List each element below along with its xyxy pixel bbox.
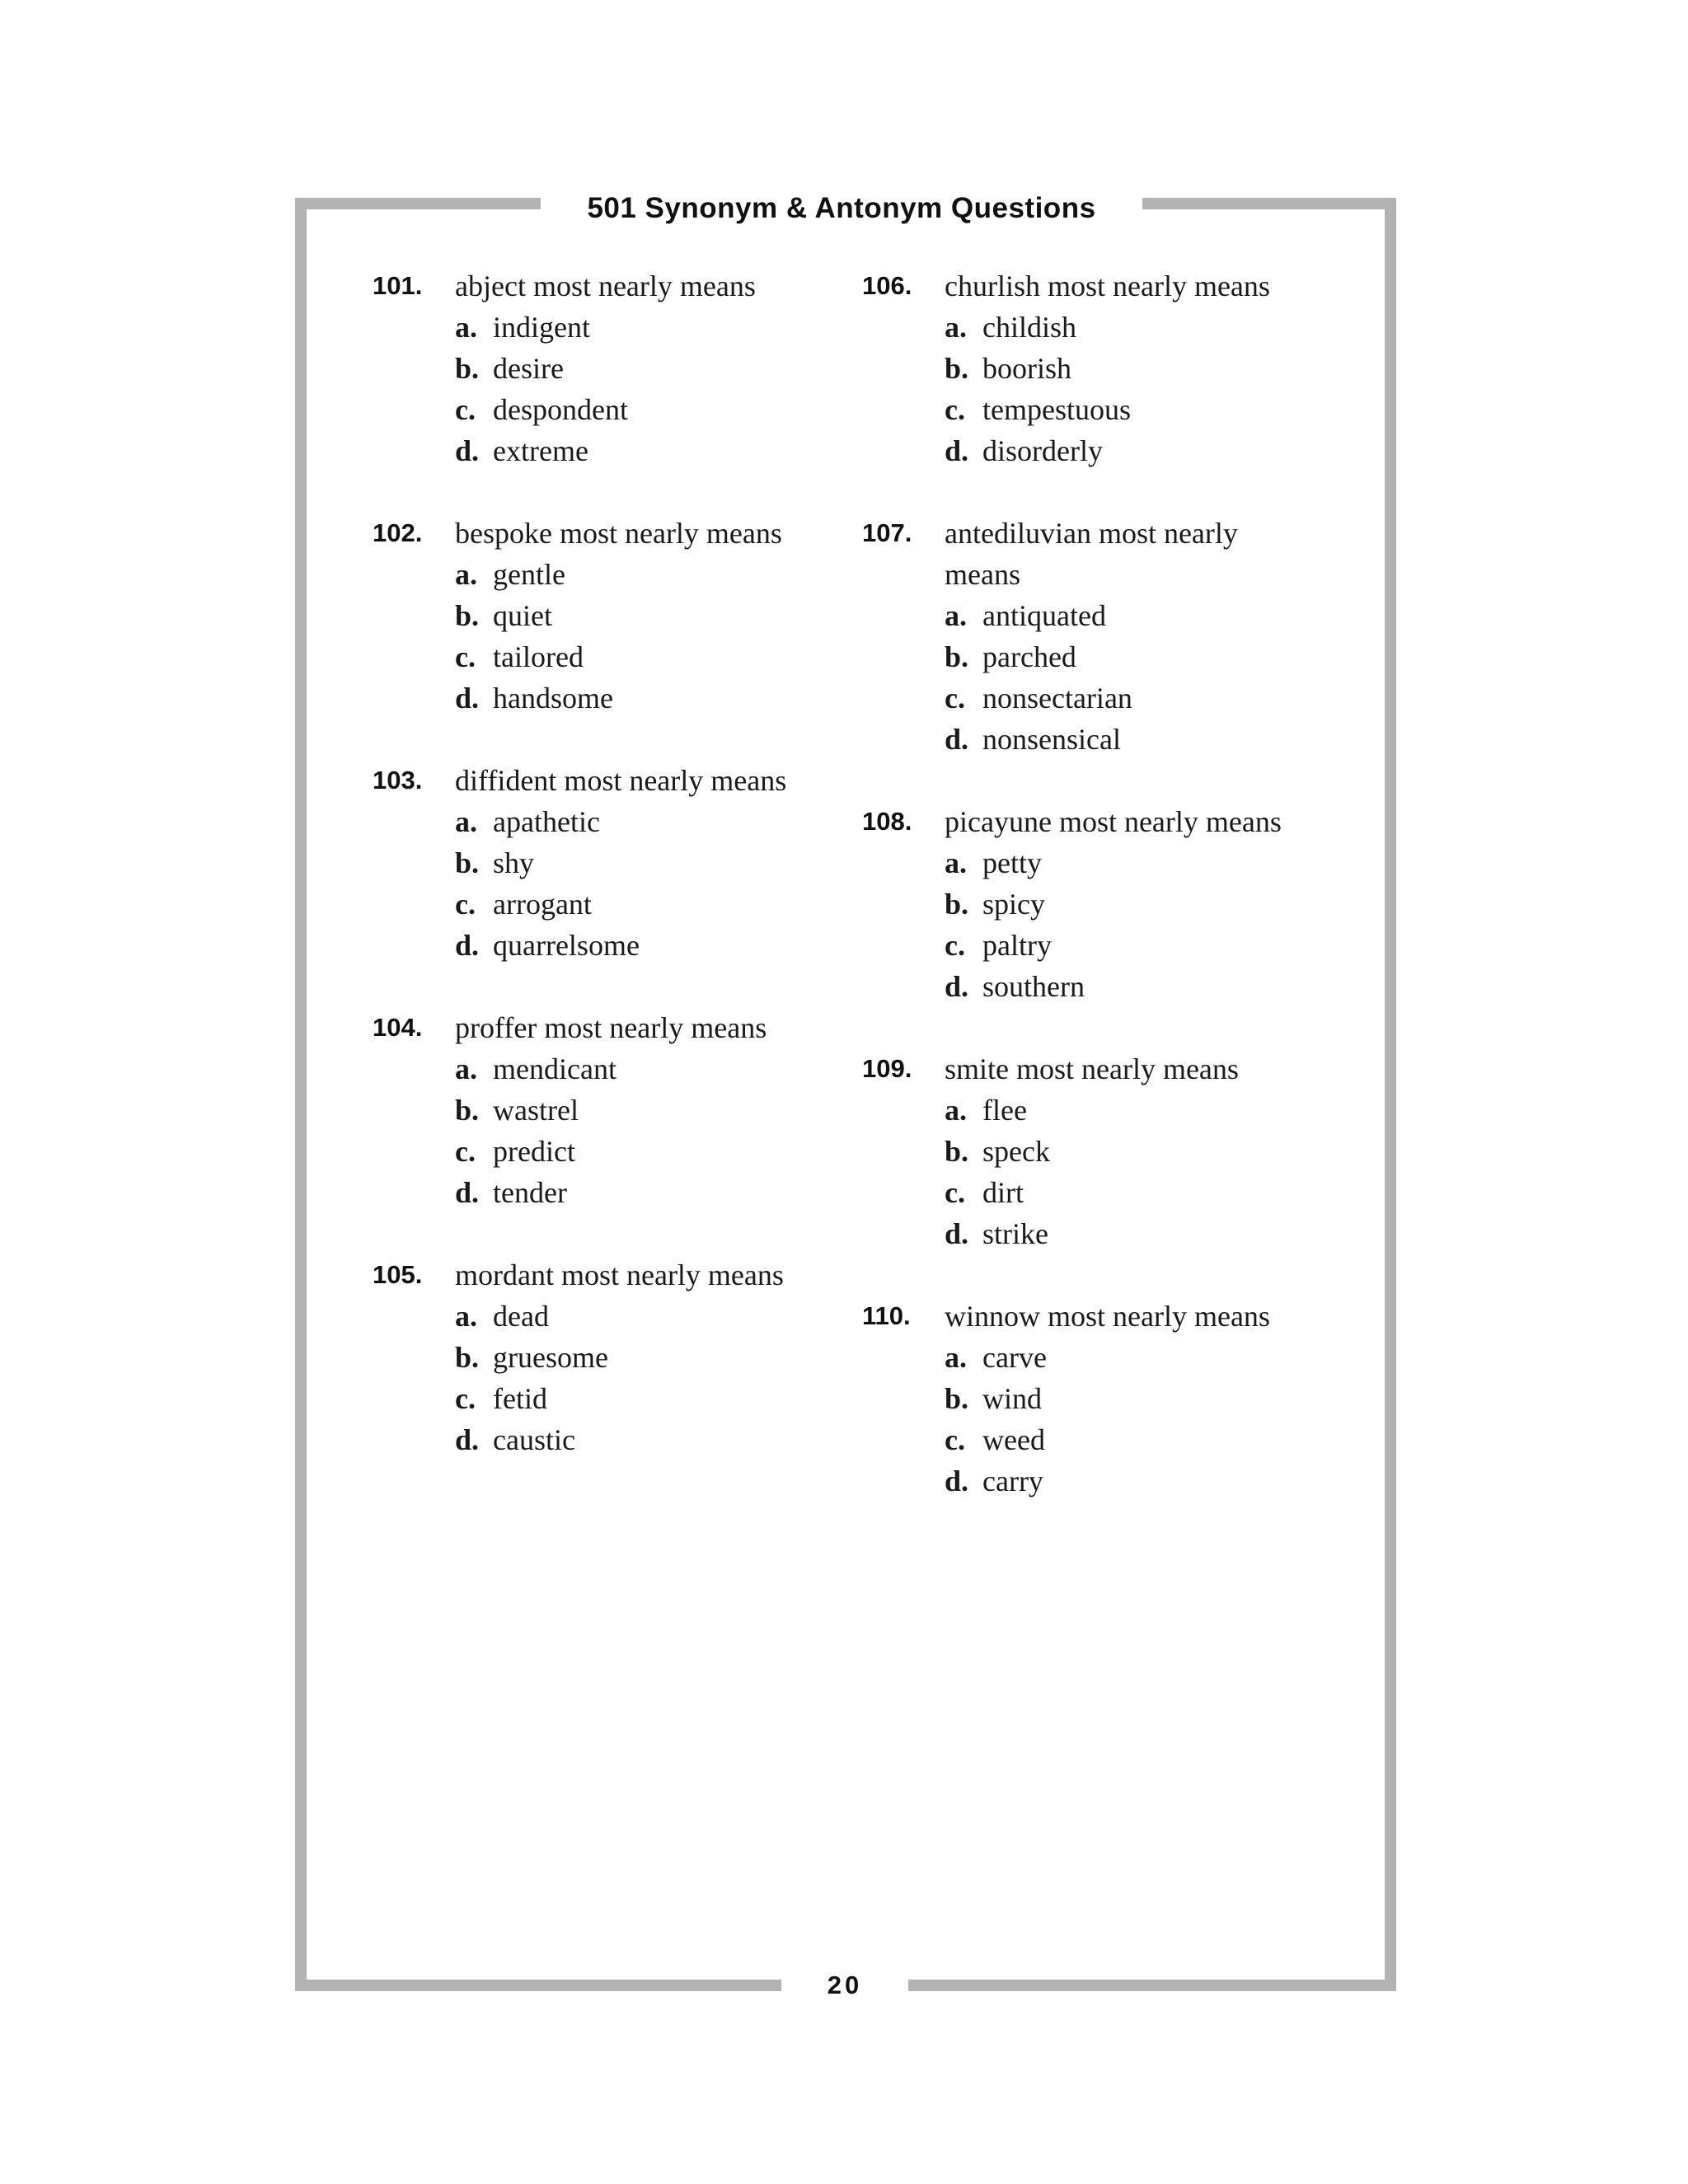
answer-option-a <box>455 554 834 595</box>
option-letter: d. <box>945 1465 969 1497</box>
option-text: gentle <box>493 558 565 591</box>
option-letter: a. <box>455 805 477 838</box>
option-letter: d. <box>455 434 480 467</box>
option-text: petty <box>982 846 1042 879</box>
option-letter: b. <box>945 1382 969 1415</box>
option-text: paltry <box>982 929 1052 962</box>
option-letter: a. <box>455 558 477 591</box>
answer-option-d <box>945 719 1324 760</box>
option-letter: a. <box>945 311 967 344</box>
option-text: quarrelsome <box>493 929 640 962</box>
option-text: predict <box>493 1135 575 1168</box>
option-letter: d. <box>945 1217 969 1250</box>
answer-option-b <box>945 348 1324 389</box>
frame-bottom-right-bar <box>908 1980 1396 1991</box>
option-text: carve <box>982 1341 1047 1374</box>
question-number: 103. <box>373 766 423 794</box>
question-number: 104. <box>373 1013 423 1042</box>
option-text: dead <box>493 1300 549 1333</box>
answer-option-b <box>945 1378 1324 1419</box>
question-101 <box>373 265 834 471</box>
answer-option-b <box>455 348 834 389</box>
option-letter: b. <box>945 352 969 385</box>
option-letter: d. <box>455 682 480 715</box>
option-letter: d. <box>455 929 480 962</box>
answer-option-c <box>455 883 834 925</box>
option-letter: d. <box>455 1176 480 1209</box>
answer-option-a <box>455 1296 834 1337</box>
answer-option-a <box>455 307 834 348</box>
question-stem: antediluvian most nearly means <box>945 517 1238 591</box>
option-text: handsome <box>493 682 613 715</box>
question-number: 105. <box>373 1260 423 1289</box>
option-letter: d. <box>945 434 969 467</box>
option-letter: b. <box>945 640 969 673</box>
question-number: 109. <box>862 1054 912 1083</box>
question-number: 102. <box>373 518 423 547</box>
option-text: southern <box>982 970 1085 1003</box>
question-102 <box>373 513 834 719</box>
option-text: apathetic <box>493 805 600 838</box>
question-103 <box>373 760 834 966</box>
option-text: mendicant <box>493 1052 617 1085</box>
answer-option-d <box>945 430 1324 471</box>
option-letter: c. <box>455 1135 476 1168</box>
question-number: 108. <box>862 807 912 836</box>
option-letter: c. <box>455 393 476 426</box>
option-text: flee <box>982 1094 1027 1127</box>
option-letter: a. <box>945 599 967 632</box>
answer-option-a <box>945 1337 1324 1378</box>
option-letter: b. <box>455 846 480 879</box>
question-number: 107. <box>862 518 912 547</box>
option-letter: c. <box>945 929 965 962</box>
question-stem: diffident most nearly means <box>455 764 787 797</box>
question-stem: bespoke most nearly means <box>455 517 782 550</box>
option-text: tailored <box>493 640 584 673</box>
answer-option-b <box>945 636 1324 677</box>
answer-option-b <box>455 595 834 636</box>
answer-option-a <box>945 307 1324 348</box>
option-letter: c. <box>945 1176 965 1209</box>
option-text: dirt <box>982 1176 1024 1209</box>
option-letter: a. <box>945 1094 967 1127</box>
frame-right-bar <box>1385 198 1396 1991</box>
answer-option-d <box>945 1460 1324 1502</box>
question-stem: proffer most nearly means <box>455 1011 767 1044</box>
option-text: desire <box>493 352 564 385</box>
option-text: tempestuous <box>982 393 1131 426</box>
question-stem: smite most nearly means <box>945 1052 1239 1085</box>
option-letter: d. <box>455 1423 480 1456</box>
option-text: arrogant <box>493 888 592 921</box>
option-letter: a. <box>455 1052 477 1085</box>
answer-option-a <box>945 1090 1324 1131</box>
answer-option-d <box>455 430 834 471</box>
answer-option-c <box>455 1131 834 1172</box>
page-number: 20 <box>827 1971 863 1999</box>
option-letter: c. <box>455 640 476 673</box>
option-letter: a. <box>945 1341 967 1374</box>
option-text: strike <box>982 1217 1048 1250</box>
option-text: nonsectarian <box>982 682 1132 715</box>
option-letter: d. <box>945 970 969 1003</box>
answer-option-d <box>945 1213 1324 1254</box>
frame-bottom-left-bar <box>295 1980 781 1991</box>
answer-option-d <box>455 677 834 719</box>
option-text: quiet <box>493 599 552 632</box>
option-letter: c. <box>945 1423 965 1456</box>
answer-option-c <box>455 389 834 430</box>
question-number: 110. <box>862 1301 911 1330</box>
option-text: weed <box>982 1423 1045 1456</box>
question-stem: churlish most nearly means <box>945 269 1270 302</box>
answer-option-b <box>455 1337 834 1378</box>
option-text: caustic <box>493 1423 575 1456</box>
option-text: wind <box>982 1382 1042 1415</box>
answer-option-c <box>945 925 1324 966</box>
answer-option-b <box>945 883 1324 925</box>
answer-option-a <box>455 1048 834 1090</box>
option-letter: b. <box>455 599 480 632</box>
answer-option-b <box>455 842 834 883</box>
option-letter: b. <box>455 1094 480 1127</box>
question-107 <box>862 513 1324 760</box>
answer-option-c <box>455 1378 834 1419</box>
option-text: shy <box>493 846 535 879</box>
question-stem: mordant most nearly means <box>455 1258 784 1291</box>
frame-top-left-bar <box>295 198 541 209</box>
answer-option-d <box>455 1172 834 1213</box>
answer-option-d <box>455 1419 834 1460</box>
option-text: boorish <box>982 352 1071 385</box>
answer-option-c <box>945 677 1324 719</box>
option-letter: d. <box>945 723 969 756</box>
question-110 <box>862 1296 1324 1502</box>
option-text: despondent <box>493 393 628 426</box>
question-number: 101. <box>373 271 423 300</box>
option-letter: c. <box>945 682 965 715</box>
answer-option-a <box>945 842 1324 883</box>
option-text: spicy <box>982 888 1045 921</box>
left-column <box>373 265 834 1460</box>
answer-option-b <box>455 1090 834 1131</box>
option-letter: b. <box>455 352 480 385</box>
option-letter: b. <box>455 1341 480 1374</box>
option-text: wastrel <box>493 1094 579 1127</box>
option-text: tender <box>493 1176 567 1209</box>
answer-option-c <box>455 636 834 677</box>
question-105 <box>373 1254 834 1460</box>
option-letter: b. <box>945 888 969 921</box>
question-number: 106. <box>862 271 912 300</box>
option-text: disorderly <box>982 434 1103 467</box>
answer-option-d <box>455 925 834 966</box>
question-106 <box>862 265 1324 471</box>
question-stem: winnow most nearly means <box>945 1300 1270 1333</box>
option-letter: a. <box>945 846 967 879</box>
frame-left-bar <box>295 198 307 1991</box>
option-letter: c. <box>455 1382 476 1415</box>
question-109 <box>862 1048 1324 1254</box>
option-text: gruesome <box>493 1341 608 1374</box>
answer-option-c <box>945 1419 1324 1460</box>
option-text: carry <box>982 1465 1043 1497</box>
answer-option-d <box>945 966 1324 1007</box>
answer-option-c <box>945 1172 1324 1213</box>
answer-option-a <box>455 801 834 842</box>
answer-option-a <box>945 595 1324 636</box>
question-104 <box>373 1007 834 1213</box>
option-letter: c. <box>945 393 965 426</box>
option-letter: a. <box>455 1300 477 1333</box>
running-title: 501 Synonym & Antonym Questions <box>587 192 1096 224</box>
option-text: antiquated <box>982 599 1106 632</box>
option-text: indigent <box>493 311 590 344</box>
right-column <box>862 265 1324 1502</box>
question-stem: abject most nearly means <box>455 269 756 302</box>
option-letter: a. <box>455 311 477 344</box>
option-text: childish <box>982 311 1076 344</box>
option-text: parched <box>982 640 1076 673</box>
answer-option-b <box>945 1131 1324 1172</box>
option-text: extreme <box>493 434 588 467</box>
frame-top-right-bar <box>1142 198 1396 209</box>
question-108 <box>862 801 1324 1007</box>
option-text: fetid <box>493 1382 547 1415</box>
option-letter: c. <box>455 888 476 921</box>
option-text: nonsensical <box>982 723 1121 756</box>
answer-option-c <box>945 389 1324 430</box>
question-stem: picayune most nearly means <box>945 805 1282 838</box>
option-letter: b. <box>945 1135 969 1168</box>
option-text: speck <box>982 1135 1050 1168</box>
